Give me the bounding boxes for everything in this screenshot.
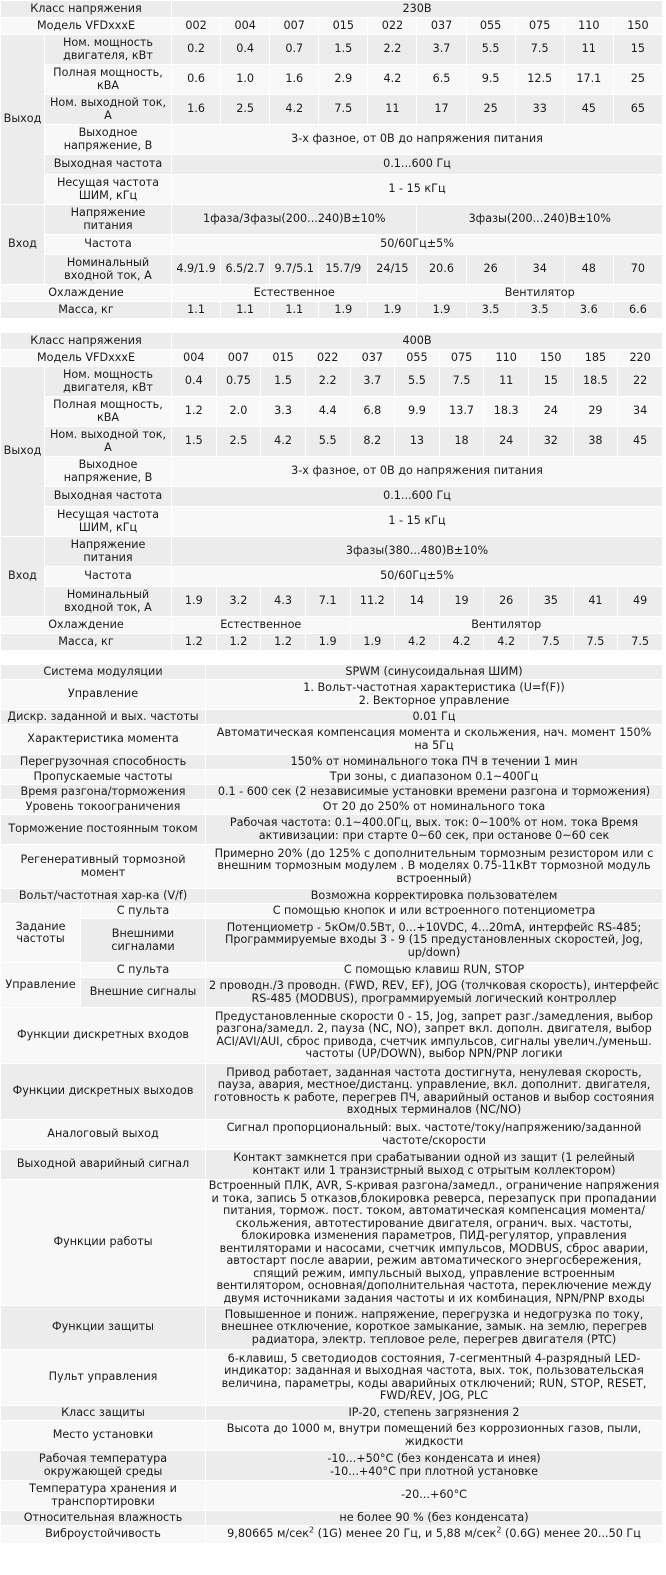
spec-value: IP-20, степень загрязнения 2 bbox=[206, 1406, 663, 1421]
spec-value-line: -10...+40°C при плотной установке bbox=[329, 1464, 539, 1478]
value-cell: 3.3 bbox=[261, 397, 306, 427]
spec-value: 2 проводн./3 проводн. (FWD, REV, EF), JOG (толчковая скорость), интерфейс RS-485 (MODBUS), программируемый логический контроллер bbox=[206, 978, 663, 1008]
spec-value: Предустановленные скорости 0 - 15, Jog, запрет разг./замедления, выбор разгона/замедл. 2, пауза (NC, NO), запрет вкл. дополн. двигателя, выбор ACI/AVI/AUI, сброс привода, счетчик импульсов, сигналы увелич./уменьш. частоты (UP/DOWN), выбор NPN/PNP логики bbox=[206, 1008, 663, 1064]
row-label: Выходная частота bbox=[45, 487, 172, 507]
spec-value: От 20 до 250% от номинального тока bbox=[206, 800, 663, 815]
value-cell: 20.6 bbox=[417, 255, 466, 285]
superscript: 2 bbox=[309, 1525, 315, 1535]
value-cell: 1.2 bbox=[172, 634, 217, 651]
class-value: 230В bbox=[172, 1, 663, 18]
spec-label: Торможение постоянным током bbox=[1, 815, 206, 845]
spec-label: С пульта bbox=[81, 963, 206, 978]
value-cell: 0.6 bbox=[172, 65, 221, 95]
row-label: Напряжение питания bbox=[45, 205, 172, 235]
value-cell: 1.2 bbox=[261, 634, 306, 651]
value-cell: Естественное bbox=[172, 285, 417, 302]
value-cell: 1.0 bbox=[221, 65, 270, 95]
value-cell: 13 bbox=[395, 427, 440, 457]
spec-label: Перегрузочная способность bbox=[1, 755, 206, 770]
value-cell: 3фазы(380...480)В±10% bbox=[172, 537, 663, 567]
model-cell: 037 bbox=[417, 18, 466, 35]
spec-label: Внешние сигналы bbox=[81, 978, 206, 1008]
row-label: Номинальный входной ток, А bbox=[45, 255, 172, 285]
spec-value: Контакт замкнется при срабатывании одной из защит (1 релейный контакт или 1 транзистрный выход с отрытым коллектором) bbox=[206, 1150, 663, 1180]
value-cell: Естественное bbox=[172, 617, 351, 634]
value-cell: 1.1 bbox=[172, 302, 221, 319]
row-label: Ном. выходной ток, А bbox=[45, 427, 172, 457]
model-cell: 002 bbox=[172, 18, 221, 35]
value-cell: 12.5 bbox=[515, 65, 564, 95]
value-cell: 4.2 bbox=[270, 95, 319, 125]
model-cell: 037 bbox=[350, 350, 395, 367]
value-cell: 7.1 bbox=[305, 587, 350, 617]
class-value: 400В bbox=[172, 333, 663, 350]
spec-label: Аналоговый выход bbox=[1, 1120, 206, 1150]
spec-value bbox=[206, 680, 663, 710]
value-cell: 25 bbox=[466, 95, 515, 125]
spec-value: SPWM (синусоидальная ШИМ) bbox=[206, 665, 663, 680]
value-cell: 29 bbox=[573, 397, 618, 427]
spec-label: Место установки bbox=[1, 1421, 206, 1451]
value-cell: 11 bbox=[484, 367, 529, 397]
value-cell: 4.9/1.9 bbox=[172, 255, 221, 285]
spec-label: С пульта bbox=[81, 904, 206, 919]
model-cell: 022 bbox=[368, 18, 417, 35]
value-cell: 2.5 bbox=[221, 95, 270, 125]
model-cell: 075 bbox=[439, 350, 484, 367]
value-cell: 15 bbox=[613, 35, 662, 65]
value-cell: 4.4 bbox=[305, 397, 350, 427]
model-label: Модель VFDxxxE bbox=[1, 18, 172, 35]
value-cell: 34 bbox=[618, 397, 663, 427]
spec-table-400v bbox=[0, 332, 663, 651]
value-cell: 2.0 bbox=[216, 397, 261, 427]
value-cell: 26 bbox=[466, 255, 515, 285]
value-cell: 11.2 bbox=[350, 587, 395, 617]
row-label: Напряжение питания bbox=[45, 537, 172, 567]
value-cell: 5.5 bbox=[305, 427, 350, 457]
output-group-label: Выход bbox=[1, 367, 45, 537]
value-cell: 4.2 bbox=[439, 634, 484, 651]
value-cell: 24 bbox=[484, 427, 529, 457]
row-label: Несущая частота ШИМ, кГц bbox=[45, 175, 172, 205]
value-cell: 0.75 bbox=[216, 367, 261, 397]
spec-value: С помощью кнопок и или встроенного потенциометра bbox=[206, 904, 663, 919]
spec-label: Выходной аварийный сигнал bbox=[1, 1150, 206, 1180]
value-cell: 4.3 bbox=[261, 587, 306, 617]
value-cell: 11 bbox=[564, 35, 613, 65]
value-cell: 1.9 bbox=[305, 634, 350, 651]
model-cell: 015 bbox=[261, 350, 306, 367]
spec-label: Внешними сигналами bbox=[81, 919, 206, 963]
value-cell: 6.5 bbox=[417, 65, 466, 95]
spec-value: Возможна корректировка пользователем bbox=[206, 889, 663, 904]
superscript: 2 bbox=[496, 1525, 502, 1535]
spec-value-line: 2. Векторное управление bbox=[358, 693, 510, 707]
spec-value: С помощью клавиш RUN, STOP bbox=[206, 963, 663, 978]
vibration-part: (1G) менее 20 Гц, и 5,88 м/сек bbox=[314, 1527, 497, 1541]
value-cell: 1.6 bbox=[172, 95, 221, 125]
spec-table-230v bbox=[0, 0, 663, 319]
value-cell: 45 bbox=[618, 427, 663, 457]
spec-value: Три зоны, с диапазоном 0.1~400Гц bbox=[206, 770, 663, 785]
model-cell: 004 bbox=[221, 18, 270, 35]
value-cell: 3.5 bbox=[515, 302, 564, 319]
row-label: Полная мощность, кВА bbox=[45, 65, 172, 95]
value-cell: 7.5 bbox=[319, 95, 368, 125]
value-cell: 1.1 bbox=[221, 302, 270, 319]
spec-label: Функции дискретных выходов bbox=[1, 1064, 206, 1120]
value-cell: 3.7 bbox=[350, 367, 395, 397]
spec-label: Температура хранения и транспортировки bbox=[1, 1481, 206, 1511]
row-label: Частота bbox=[45, 235, 172, 255]
spec-label: Функции работы bbox=[1, 1180, 206, 1306]
class-label: Класс напряжения bbox=[1, 1, 172, 18]
vibration-part: 9,80665 м/сек bbox=[227, 1527, 309, 1541]
value-cell: 1.9 bbox=[417, 302, 466, 319]
row-label: Ном. выходной ток, А bbox=[45, 95, 172, 125]
value-cell: 0.4 bbox=[172, 367, 217, 397]
spec-label: Дискр. заданной и вых. частоты bbox=[1, 710, 206, 725]
spec-label: Система модуляции bbox=[1, 665, 206, 680]
value-cell: 0.4 bbox=[221, 35, 270, 65]
model-cell: 075 bbox=[515, 18, 564, 35]
spec-value: 0.1 - 600 сек (2 независимые установки времени разгона и торможения) bbox=[206, 785, 663, 800]
spec-label: Функции дискретных входов bbox=[1, 1008, 206, 1064]
value-cell: 1.5 bbox=[261, 367, 306, 397]
value-cell: 9.5 bbox=[466, 65, 515, 95]
value-cell: 1 - 15 кГц bbox=[172, 507, 663, 537]
value-cell: 3.6 bbox=[564, 302, 613, 319]
spec-label: Уровень токоограничения bbox=[1, 800, 206, 815]
row-label: Охлаждение bbox=[1, 285, 172, 302]
value-cell: Вентилятор bbox=[417, 285, 663, 302]
model-cell: 015 bbox=[319, 18, 368, 35]
value-cell: 18.5 bbox=[573, 367, 618, 397]
value-cell: 25 bbox=[613, 65, 662, 95]
value-cell: 0.1...600 Гц bbox=[172, 487, 663, 507]
spec-label: Управление bbox=[1, 680, 206, 710]
value-cell: 1 - 15 кГц bbox=[172, 175, 663, 205]
row-label: Выходная частота bbox=[45, 155, 172, 175]
spec-value: 0.01 Гц bbox=[206, 710, 663, 725]
value-cell: 2.9 bbox=[319, 65, 368, 95]
value-cell: 5.5 bbox=[466, 35, 515, 65]
value-cell: 1.9 bbox=[350, 634, 395, 651]
value-cell: 4.2 bbox=[261, 427, 306, 457]
value-cell: 38 bbox=[573, 427, 618, 457]
value-cell: 1.2 bbox=[216, 634, 261, 651]
spec-value: Сигнал пропорциональный: вых. частоте/току/напряжению/заданной частоте/скорости bbox=[206, 1120, 663, 1150]
value-cell: 6.6 bbox=[613, 302, 662, 319]
value-cell: 7.5 bbox=[529, 634, 574, 651]
value-cell: 1фаза/3фазы(200...240)В±10% bbox=[172, 205, 417, 235]
value-cell: 7.5 bbox=[573, 634, 618, 651]
row-label: Ном. мощность двигателя, кВт bbox=[45, 35, 172, 65]
value-cell: 2.2 bbox=[368, 35, 417, 65]
output-group-label: Выход bbox=[1, 35, 45, 205]
model-cell: 150 bbox=[529, 350, 574, 367]
model-cell: 055 bbox=[466, 18, 515, 35]
spec-label: Регенеративный тормозной момент bbox=[1, 845, 206, 889]
model-cell: 185 bbox=[573, 350, 618, 367]
value-cell: 1.9 bbox=[172, 587, 217, 617]
spec-value-line: 1. Вольт-частотная характеристика (U=f(F)) bbox=[303, 681, 565, 694]
spec-value: -20...+60°C bbox=[206, 1481, 663, 1511]
value-cell: 22 bbox=[618, 367, 663, 397]
value-cell: 1.1 bbox=[270, 302, 319, 319]
model-cell: 004 bbox=[172, 350, 217, 367]
value-cell: 3-х фазное, от 0В до напряжения питания bbox=[172, 125, 663, 155]
value-cell: 6.8 bbox=[350, 397, 395, 427]
spec-value: Автоматическая компенсация момента и скольжения, нач. момент 150% на 5Гц bbox=[206, 725, 663, 755]
value-cell: 9.7/5.1 bbox=[270, 255, 319, 285]
row-label: Масса, кг bbox=[1, 302, 172, 319]
spec-value-line: -10...+50°C (без конденсата и инея) bbox=[327, 1452, 541, 1465]
value-cell: 1.9 bbox=[319, 302, 368, 319]
value-cell: 24 bbox=[529, 397, 574, 427]
spec-group-label: Управление bbox=[1, 963, 81, 1008]
spec-value: Встроенный ПЛК, AVR, S-кривая разгона/замедл., ограничение напряжения и тока, запись 5 отказов,блокировка реверса, перезапуск при пропадании питания, тормож. пост. током, автоматическая компенсация момента/скольжения, автотестирование двигателя, огранич. вых. частоты, блокировка изменения параметров, ПИД-регулятор, управления вентиляторами и насосами, счетчик импульсов, MODBUS, сброс аварии, автостарт после аварии, режим автоматического энергосбережения, спящий режим, импульсный выход, управление встроенным вентилятором, основная/дополнительная частота, переключение между двумя источниками задания частоты и их комбинация, NPN/PNP входы bbox=[206, 1180, 663, 1306]
spec-label: Характеристика момента bbox=[1, 725, 206, 755]
row-label: Выходное напряжение, В bbox=[45, 457, 172, 487]
value-cell: 4.2 bbox=[484, 634, 529, 651]
vibration-part: (0.6G) менее 20...50 Гц bbox=[501, 1527, 641, 1541]
value-cell: 33 bbox=[515, 95, 564, 125]
value-cell: 65 bbox=[613, 95, 662, 125]
value-cell: 2.2 bbox=[305, 367, 350, 397]
value-cell: 4.2 bbox=[395, 634, 440, 651]
spec-label: Пульт управления bbox=[1, 1350, 206, 1406]
spec-group-label: Задание частоты bbox=[1, 904, 81, 963]
row-label: Полная мощность, кВА bbox=[45, 397, 172, 427]
value-cell: 19 bbox=[439, 587, 484, 617]
spec-value: Рабочая частота: 0.1~400.0Гц, вых. ток: 0~100% от ном. тока Время активизации: при старте 0~60 сек, при останове 0~60 сек bbox=[206, 815, 663, 845]
value-cell: 7.5 bbox=[618, 634, 663, 651]
value-cell: 18 bbox=[439, 427, 484, 457]
value-cell: 70 bbox=[613, 255, 662, 285]
value-cell: 35 bbox=[529, 587, 574, 617]
model-cell: 110 bbox=[564, 18, 613, 35]
value-cell: 0.1...600 Гц bbox=[172, 155, 663, 175]
value-cell: 15.7/9 bbox=[319, 255, 368, 285]
spec-value: Привод работает, заданная частота достигнута, ненулевая скорость, пауза, авария, местное/дистанц. управление, вкл. дополнит. двигателя, готовность к работе, перегрев ПЧ, аварийный останов и выбор состояния входных терминалов (NC/NO) bbox=[206, 1064, 663, 1120]
value-cell: 3-х фазное, от 0В до напряжения питания bbox=[172, 457, 663, 487]
spec-value: Повышенное и пониж. напряжение, перегрузка и недогрузка по току, внешнее отключение, короткое замыкание, замык. на землю, перегрев радиатора, электр. тепловое реле, перегрев двигателя (PTC) bbox=[206, 1306, 663, 1350]
row-label: Выходное напряжение, В bbox=[45, 125, 172, 155]
value-cell: 1.5 bbox=[319, 35, 368, 65]
spec-label: Функции защиты bbox=[1, 1306, 206, 1350]
general-spec-table bbox=[0, 664, 663, 1544]
spec-label: Рабочая температура окружающей среды bbox=[1, 1451, 206, 1481]
value-cell: 13.7 bbox=[439, 397, 484, 427]
model-cell: 110 bbox=[484, 350, 529, 367]
spec-value: Высота до 1000 м, внутри помещений без коррозионных газов, пыли, жидкости bbox=[206, 1421, 663, 1451]
row-label: Частота bbox=[45, 567, 172, 587]
value-cell: 48 bbox=[564, 255, 613, 285]
spec-label: Вольт/частотная хар-ка (V/f) bbox=[1, 889, 206, 904]
value-cell: 49 bbox=[618, 587, 663, 617]
value-cell: 1.5 bbox=[172, 427, 217, 457]
value-cell: 3.2 bbox=[216, 587, 261, 617]
value-cell: 50/60Гц±5% bbox=[172, 235, 663, 255]
row-label: Номинальный входной ток, А bbox=[45, 587, 172, 617]
value-cell: 11 bbox=[368, 95, 417, 125]
value-cell: 41 bbox=[573, 587, 618, 617]
spec-value: не более 90 % (без конденсата) bbox=[206, 1511, 663, 1526]
input-group-label: Вход bbox=[1, 205, 45, 285]
row-label: Охлаждение bbox=[1, 617, 172, 634]
value-cell: 2.5 bbox=[216, 427, 261, 457]
value-cell: 7.5 bbox=[439, 367, 484, 397]
row-label: Масса, кг bbox=[1, 634, 172, 651]
spec-value bbox=[206, 1451, 663, 1481]
value-cell: 32 bbox=[529, 427, 574, 457]
value-cell: 14 bbox=[395, 587, 440, 617]
model-cell: 007 bbox=[216, 350, 261, 367]
value-cell: 34 bbox=[515, 255, 564, 285]
value-cell: 4.2 bbox=[368, 65, 417, 95]
value-cell: 7.5 bbox=[515, 35, 564, 65]
model-cell: 220 bbox=[618, 350, 663, 367]
spec-label: Относительная влажность bbox=[1, 1511, 206, 1526]
model-cell: 022 bbox=[305, 350, 350, 367]
class-label: Класс напряжения bbox=[1, 333, 172, 350]
model-label: Модель VFDxxxE bbox=[1, 350, 172, 367]
spec-value bbox=[206, 1526, 663, 1544]
value-cell: 26 bbox=[484, 587, 529, 617]
value-cell: 3.5 bbox=[466, 302, 515, 319]
value-cell: 17 bbox=[417, 95, 466, 125]
row-label: Несущая частота ШИМ, кГц bbox=[45, 507, 172, 537]
value-cell: 8.2 bbox=[350, 427, 395, 457]
model-cell: 055 bbox=[395, 350, 440, 367]
value-cell: 0.2 bbox=[172, 35, 221, 65]
value-cell: 50/60Гц±5% bbox=[172, 567, 663, 587]
value-cell: 15 bbox=[529, 367, 574, 397]
spec-value: 6-клавиш, 5 светодиодов состояния, 7-сегментный 4-разрядный LED-индикатор: заданная и выходная частота, вых. ток, пользовательская величина, параметры, коды аварийных отключений; RUN, STOP, RESET, FWD/REV, JOG, PLC bbox=[206, 1350, 663, 1406]
value-cell: 0.7 bbox=[270, 35, 319, 65]
row-label: Ном. мощность двигателя, кВт bbox=[45, 367, 172, 397]
value-cell: 45 bbox=[564, 95, 613, 125]
value-cell: 24/15 bbox=[368, 255, 417, 285]
spec-label: Время разгона/торможения bbox=[1, 785, 206, 800]
spec-value: 150% от номинального тока ПЧ в течении 1 мин bbox=[206, 755, 663, 770]
value-cell: 6.5/2.7 bbox=[221, 255, 270, 285]
spec-label: Класс защиты bbox=[1, 1406, 206, 1421]
spec-label: Виброустойчивость bbox=[1, 1526, 206, 1544]
spec-label: Пропускаемые частоты bbox=[1, 770, 206, 785]
value-cell: 3.7 bbox=[417, 35, 466, 65]
spec-value: Потенциометр - 5кОм/0.5Вт, 0...+10VDC, 4...20mA, интерфейс RS-485; Программируемые входы 3 - 9 (15 предустановленных скоростей, Jog, up/down) bbox=[206, 919, 663, 963]
model-cell: 150 bbox=[613, 18, 662, 35]
input-group-label: Вход bbox=[1, 537, 45, 617]
value-cell: 9.9 bbox=[395, 397, 440, 427]
value-cell: 5.5 bbox=[395, 367, 440, 397]
value-cell: Вентилятор bbox=[350, 617, 663, 634]
model-cell: 007 bbox=[270, 18, 319, 35]
value-cell: 18.3 bbox=[484, 397, 529, 427]
value-cell: 1.6 bbox=[270, 65, 319, 95]
value-cell: 1.9 bbox=[368, 302, 417, 319]
value-cell: 17.1 bbox=[564, 65, 613, 95]
spec-value: Примерно 20% (до 125% с дополнительным тормозным резистором или с внешним тормозным модулем . В моделях 0.75-11кВт тормозной модуль встроенный) bbox=[206, 845, 663, 889]
value-cell: 3фазы(200...240)В±10% bbox=[417, 205, 663, 235]
value-cell: 1.2 bbox=[172, 397, 217, 427]
